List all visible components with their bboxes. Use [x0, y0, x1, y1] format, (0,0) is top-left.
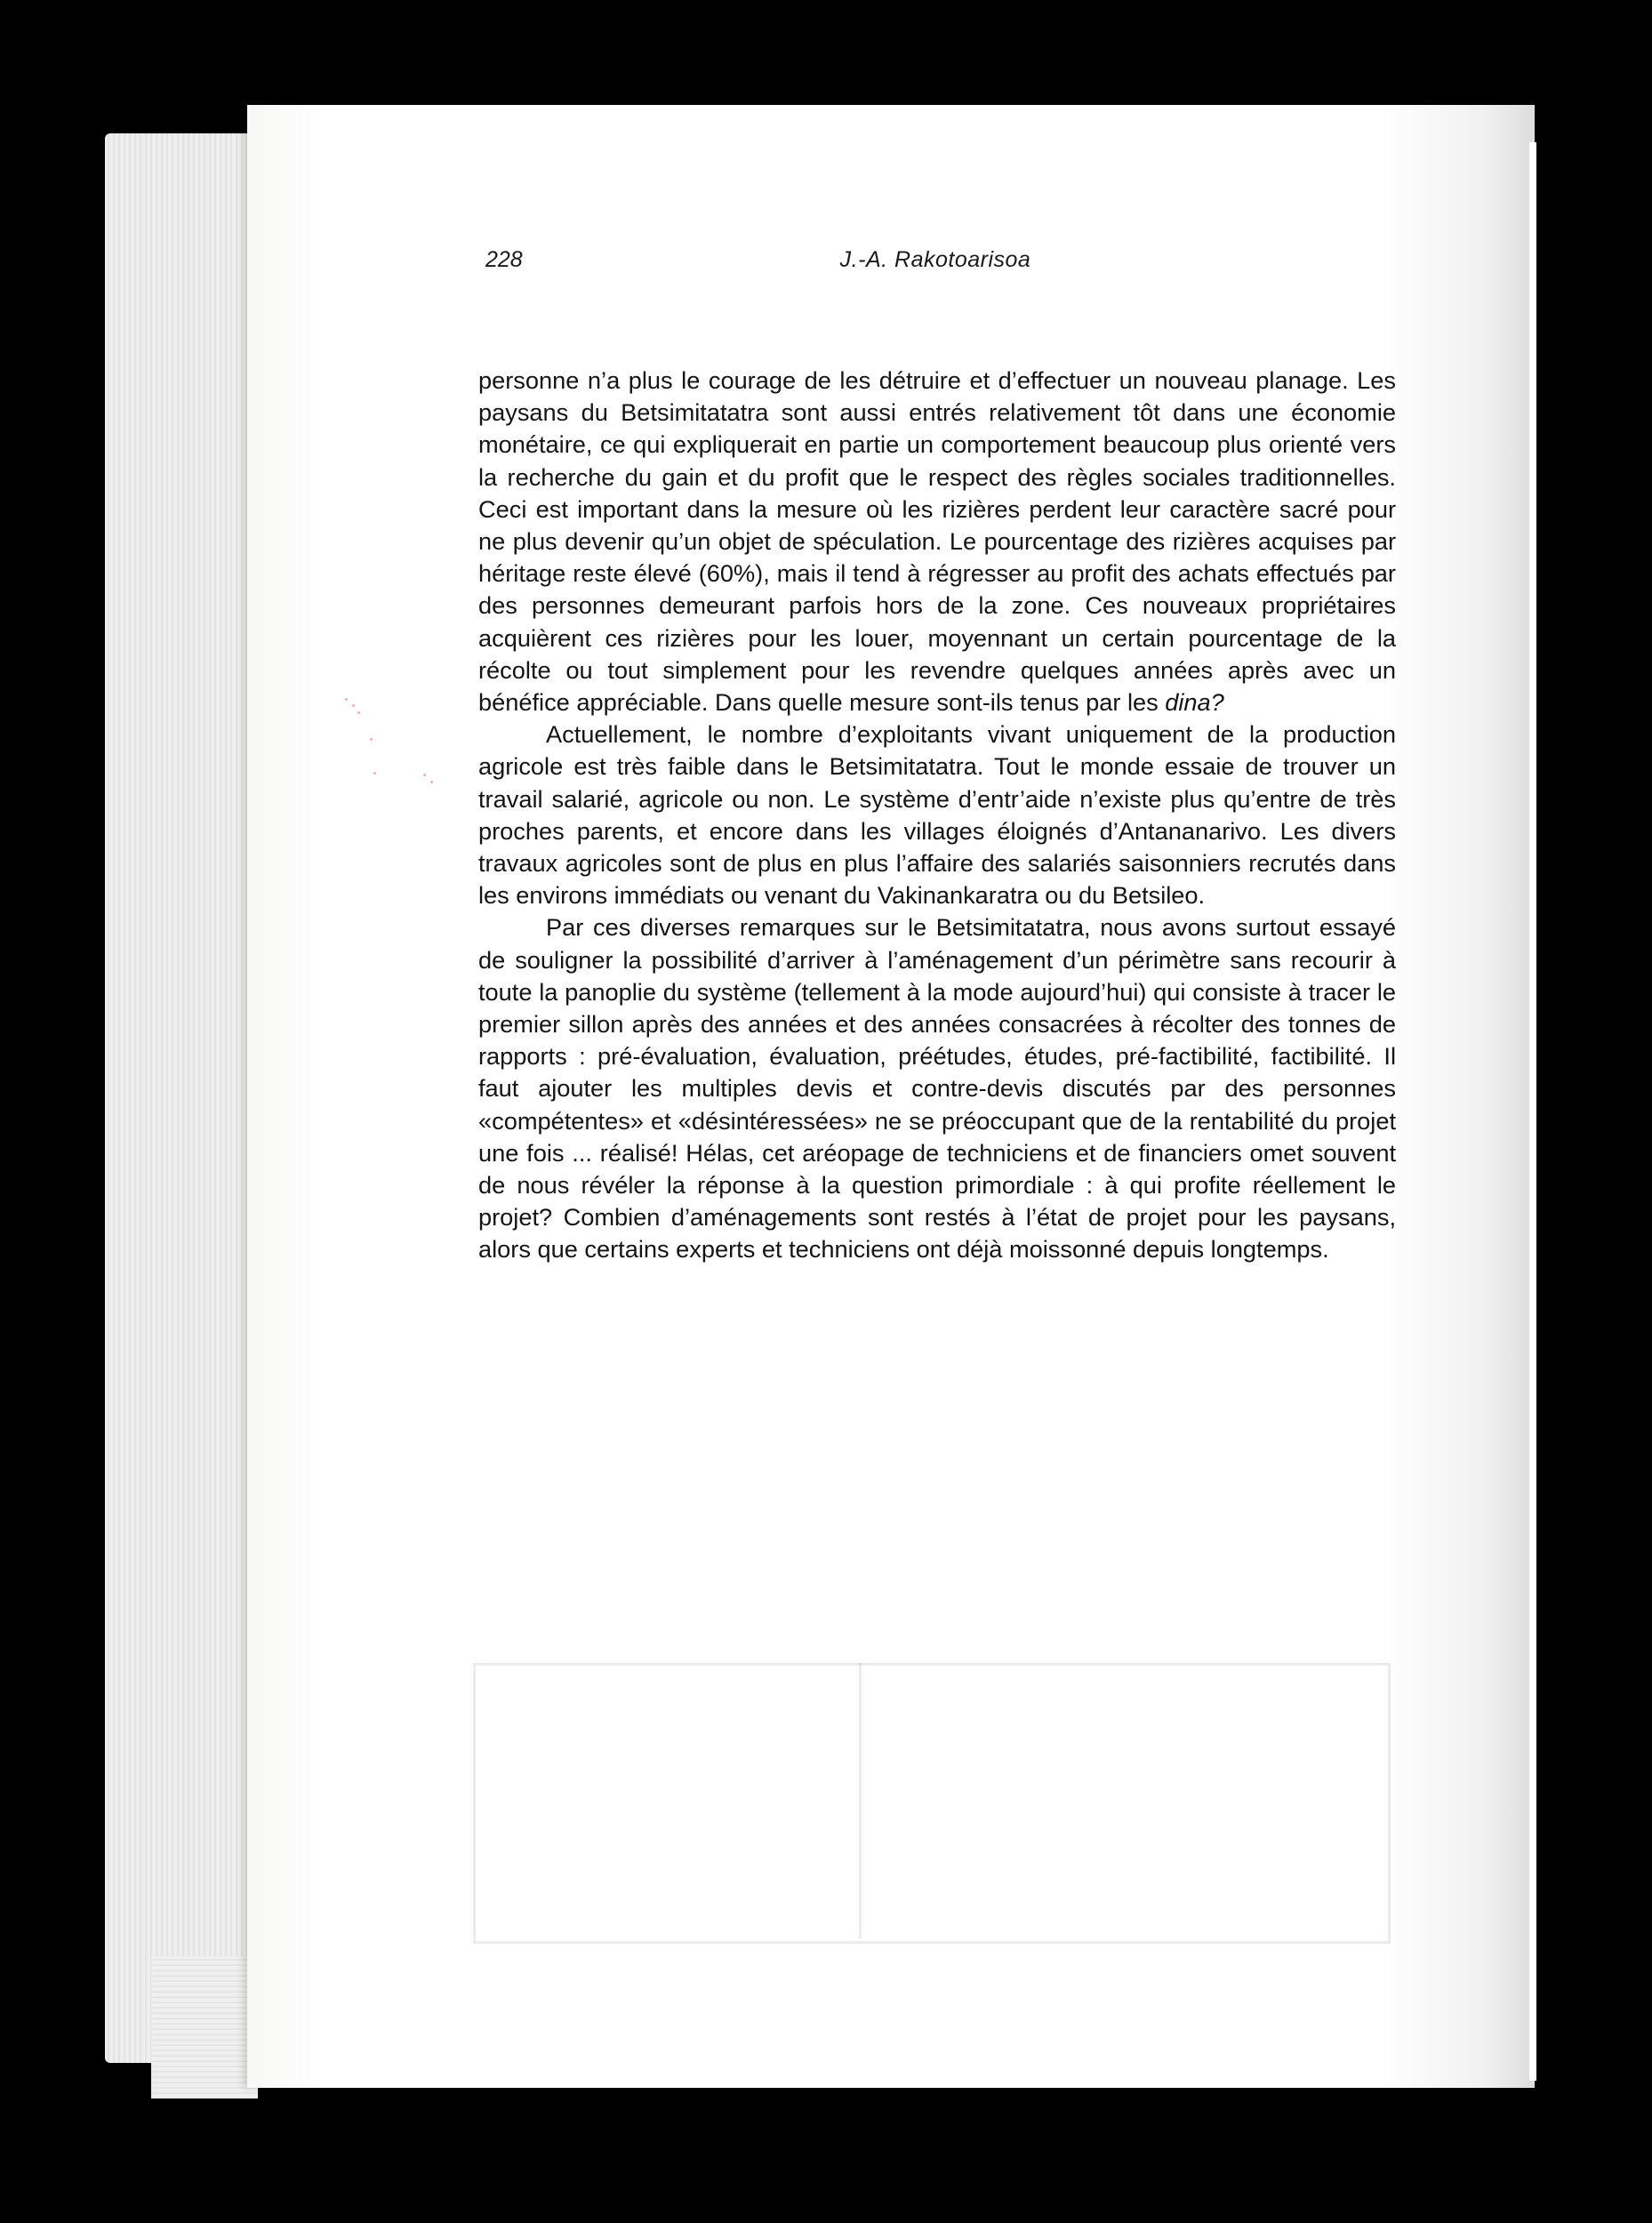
paragraph-3: Par ces diverses remarques sur le Betsimitatatra, nous avons surtout essayé de souligner la possibilité d’arriver à l’aménagement d’un périmètre sans recourir à toute la panoplie du système (tellement à la mode aujourd’hui) qui consiste à tracer le premier sillon après des années et des années consacrées à récolter des tonnes de rapports : pré-évaluation, évaluation, préétudes, études, pré-factibilité, factibilité. Il faut ajouter les multiples devis et contre-devis discutés par des personnes «compétentes» et «désintéressées» ne se préoccupant que de la rentabilité du projet une fois ... réalisé! Hélas, cet aréopage de techniciens et de financiers omet souvent de nous révéler la réponse à la question primordiale : à qui profite réellement le projet? Combien d’aménagements sont restés à l’état de projet pour les paysans, alors que certains experts et techniciens ont déjà moissonné depuis longtemps.: [478, 913, 1396, 1264]
book-spine-edge: [1529, 142, 1536, 2081]
margin-speck: [370, 738, 373, 741]
margin-speck: [345, 698, 348, 701]
page-number: 228: [485, 247, 523, 272]
margin-speck: [373, 772, 376, 774]
margin-speck: [423, 774, 426, 776]
body-text: [478, 365, 1396, 1266]
margin-speck: [357, 711, 360, 714]
book-page-edges-lower: [151, 1956, 258, 2099]
margin-speck: [430, 781, 433, 783]
book-page-edges: [105, 133, 265, 2063]
paragraph-1-italic-term: dina?: [1165, 688, 1224, 717]
paragraph-2: Actuellement, le nombre d’exploitants vivant uniquement de la production agricole est très faible dans le Betsimitatatra. Tout le monde essaie de trouver un travail salarié, agricole ou non. Le système d’entr’aide n’existe plus qu’entre de très proches parents, et encore dans les villages éloignés d’Antananarivo. Les divers travaux agricoles sont de plus en plus l’affaire des salariés saisonniers recrutés dans les environs immédiats ou venant du Vakinankaratra ou du Betsileo.: [478, 720, 1396, 910]
paragraph-1: [478, 365, 1396, 718]
page-header: [485, 247, 1385, 279]
show-through-figure-divider: [859, 1663, 862, 1938]
paragraph-1-text: personne n’a plus le courage de les détruire et d’effectuer un nouveau planage. Les paysans du Betsimitatatra sont aussi entrés relativement tôt dans une économie monétaire, ce qui expliquerait en partie un comportement beaucoup plus orienté vers la recherche du gain et du profit que le respect des règles sociales traditionnelles. Ceci est important dans la mesure où les rizières perdent leur caractère sacré pour ne plus devenir qu’un objet de spéculation. Le pourcentage des rizières acquises par héritage reste élevé (60%), mais il tend à régresser au profit des achats effectués par des personnes demeurant parfois hors de la zone. Ces nouveaux propriétaires acquièrent ces rizières pour les louer, moyennant un certain pourcentage de la récolte ou tout simplement pour les revendre quelques années après avec un bénéfice appréciable. Dans quelle mesure sont-ils tenus par les: [478, 366, 1396, 717]
margin-speck: [352, 704, 355, 707]
running-head-author: J.-A. Rakotoarisoa: [839, 247, 1031, 272]
